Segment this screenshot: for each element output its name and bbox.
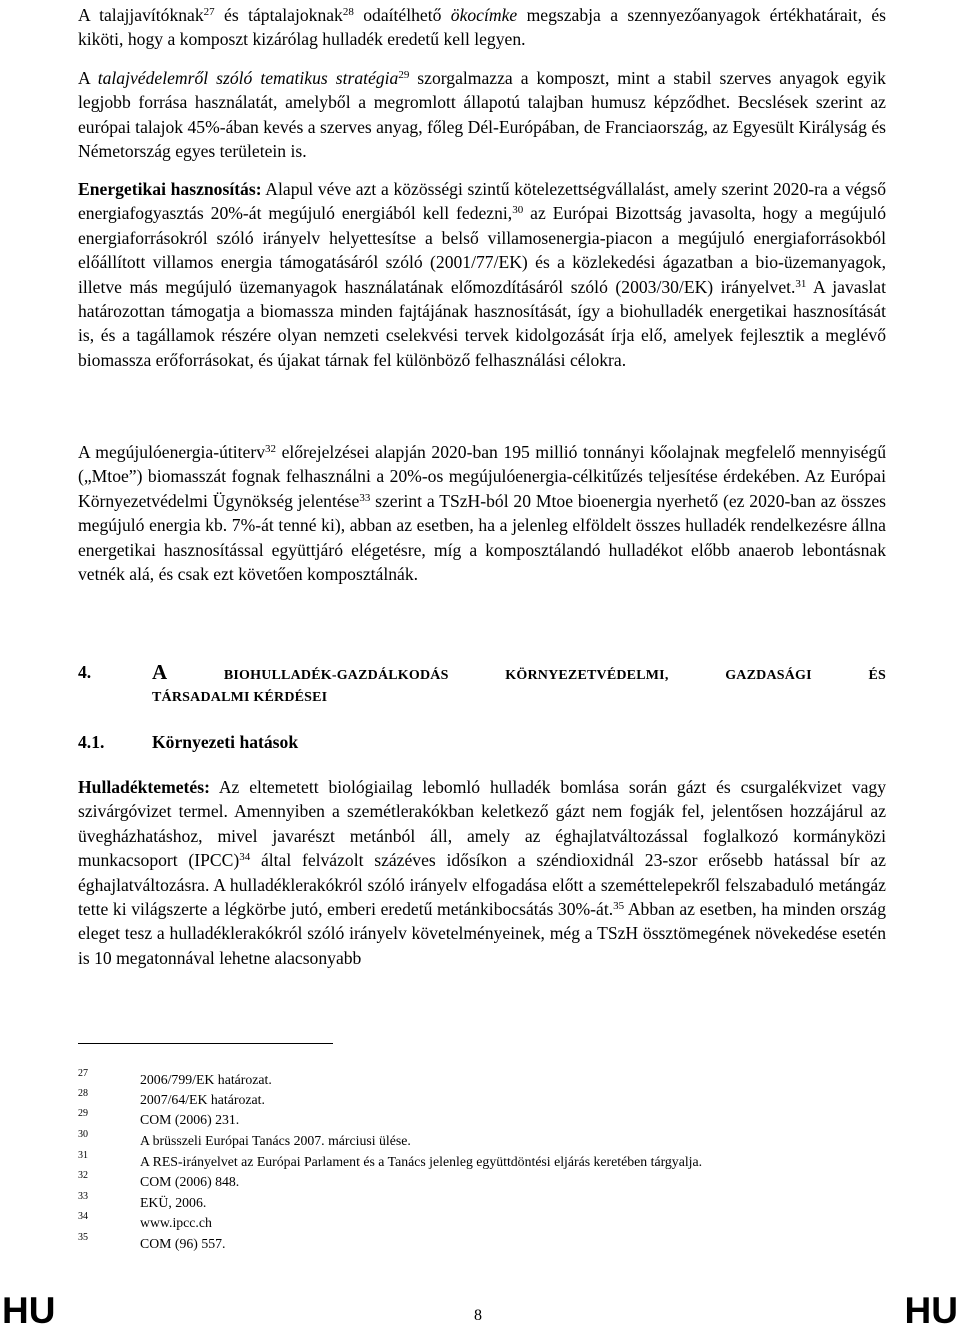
footnote-ref-27: 27 xyxy=(203,6,215,18)
footnote-ref-33: 33 xyxy=(359,491,371,504)
subsection-number: 4.1. xyxy=(78,732,105,752)
subsection-title: Környezeti hatások xyxy=(152,732,299,752)
footnote-ref-32: 32 xyxy=(265,443,276,455)
section-title-line1: A BIOHULLADÉK-GAZDÁLKODÁS KÖRNYEZETVÉDELMI, GAZDASÁGI ÉS xyxy=(152,660,886,684)
footnote-ref-35: 35 xyxy=(613,900,625,913)
paragraph-eco-label: A talajjavítóknak$^{27}$ és táptalajoknak$^{28}$ odaítélhető ökocímke megszabja a szennyezőanyagok értékhatárait, és kiköti, hogy a komposzt kizárólag hulladék eredetű kell legyen. xyxy=(78,5,886,50)
footnote-ref-31: 31 xyxy=(795,277,807,290)
footer-language-left: HU xyxy=(2,1290,56,1331)
footnote-separator xyxy=(78,1043,333,1044)
paragraph-lead-energy: Energetikai hasznosítás: xyxy=(78,179,262,199)
section-number: 4. xyxy=(78,662,92,682)
footnote-ref-28: 28 xyxy=(342,6,354,18)
footnote-ref-34: 34 xyxy=(239,851,251,864)
footnote-ref-30: 30 xyxy=(512,204,524,217)
page-number: 8 xyxy=(474,1307,482,1324)
footer-language-right: HU xyxy=(904,1290,958,1331)
section-title-line2: TÁRSADALMI KÉRDÉSEI xyxy=(152,690,328,705)
paragraph-energy-recovery: Energetikai hasznosítás: Alapul véve azt a közösségi szintű kötelezettségvállalást, amely szerint 2020-ra a végső energiafogyasztás 20%-át megújuló energiából kell fedezni,$^{30}$ az Európai Bizottság javasolta, hogy a megújuló energiaforrásokról szóló irányelv helyettesítse a belső villamosenergia-piacon a megújuló energiaforrásokból előállított villamos energia támogatásáról szóló (2001/77/EK) és a közlekedési ágazatban a bio-üzemanyagok, illetve más megújuló üzemanyagok használatának előmozdításáról szóló (2003/30/EK) irányelvet.$^{31}$ A javaslat határozottan támogatja a biomassza minden fajtájának hasznosítását, így a biohulladék energetikai hasznosítását is, és a tagállamok részére olyan nemzeti cselekvési tervek kidolgozását írja elő, amelyek fejlesztik a meglévő biomassza erőforrásokat, és újakat tárnak fel különböző felhasználási célokra. xyxy=(78,179,886,370)
paragraph-lead-landfill: Hulladéktemetés: xyxy=(78,777,210,797)
paragraph-landfilling: Hulladéktemetés: Az eltemetett biológiailag lebomló hulladék bomlása során gázt és csurgalékvizet vagy szivárgóvizet termel. Amennyiben a szemétlerakókban keletkező gázt nem fogják fel, jelentősen hozzájárul az üvegházhatáshoz, mivel javarészt metánból áll, amely az éghajlatváltozással foglalkozó kormányközi munkacsoport (IPCC)$^{34}$ által felvázolt százéves idősíkon a széndioxidnál 23-szor erősebb hatással bír az éghajlatváltozásra. A hulladéklerakókról szóló irányelv elfogadása előtt a szeméttelepekről felszabaduló metángáz tette ki világszerte a légkörbe jutó, emberi eredetű metánkibocsátás 30%-át.$^{35}$ Abban az esetben, ha minden ország eleget tesz a hulladéklerakókról szóló irányelv követelményeinek, még a TSzH össztömegének növekedése esetén is 10 megatonnával lehetne alacsonyabb xyxy=(78,777,886,968)
paragraph-soil-strategy: A talajvédelemről szóló tematikus stratégia$^{29}$ szorgalmazza a komposzt, mint a stabil szerves anyagok egyik legjobb forrása használatát, amelyből a megromlott állapotú talajban humusz képződhet. Becslések szerint az európai talajok 45%-ában kevés a szerves anyag, főleg Dél-Európában, de Franciaország, az Egyesült Királyság és Németország egyes területein is. xyxy=(78,68,886,162)
footnote-ref-29: 29 xyxy=(398,69,410,81)
paragraph-renewable-roadmap: A megújulóenergia-útiterv$^{32}$ előrejelzései alapján 2020-ban 195 millió tonnányi kőolajnak megfelelő mennyiségű („Mtoe”) biomasszát fognak felhasználni a 20%-os megújulóenergia-célkitűzés teljesítése érdekében. Az Európai Környezetvédelmi Ügynökség jelentése$^{33}$ szerint a TSzH-ból 20 Mtoe bioenergia nyerhető (ez 2020-ban az összes megújuló energia kb. 7%-át tenné ki), abban az esetben, ha a jelenleg elföldelt összes hulladék rendelkezésre állna energetikai hasznosítással együttjáró elégetésre, míg a komposztálandó hulladékot előbb anaerob lebontásnak vetnék alá, és csak ezt követően komposztálnák. xyxy=(78,442,886,585)
